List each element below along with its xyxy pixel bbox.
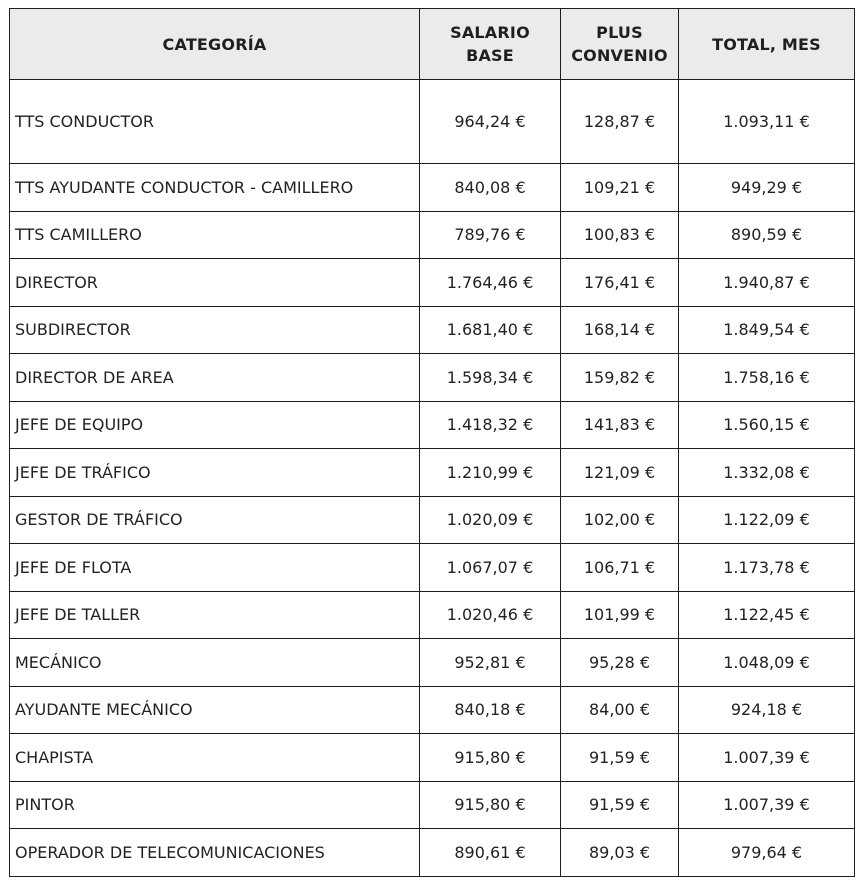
plus-convenio-cell: 101,99 €	[561, 591, 679, 639]
base-salary-cell: 840,08 €	[420, 164, 561, 212]
table-row	[10, 259, 855, 307]
base-salary-cell: 1.418,32 €	[420, 401, 561, 449]
header-total-month	[679, 9, 855, 80]
base-salary-cell: 915,80 €	[420, 734, 561, 782]
plus-convenio-cell: 159,82 €	[561, 354, 679, 402]
category-cell: DIRECTOR	[10, 259, 420, 307]
base-salary-cell: 915,80 €	[420, 781, 561, 829]
category-cell: TTS CAMILLERO	[10, 211, 420, 259]
plus-convenio-cell: 121,09 €	[561, 449, 679, 497]
plus-convenio-cell: 91,59 €	[561, 781, 679, 829]
header-base-salary-line2: BASE	[466, 46, 514, 65]
table-row	[10, 496, 855, 544]
category-cell: MECÁNICO	[10, 639, 420, 687]
category-cell: DIRECTOR DE AREA	[10, 354, 420, 402]
table-row	[10, 544, 855, 592]
table-row	[10, 734, 855, 782]
base-salary-cell: 1.067,07 €	[420, 544, 561, 592]
base-salary-cell: 1.210,99 €	[420, 449, 561, 497]
plus-convenio-cell: 91,59 €	[561, 734, 679, 782]
category-cell: OPERADOR DE TELECOMUNICACIONES	[10, 829, 420, 877]
header-plus-line1: PLUS	[596, 23, 643, 42]
total-month-cell: 924,18 €	[679, 686, 855, 734]
total-month-cell: 979,64 €	[679, 829, 855, 877]
salary-table-container	[9, 8, 855, 877]
plus-convenio-cell: 106,71 €	[561, 544, 679, 592]
header-plus-convenio	[561, 9, 679, 80]
table-row	[10, 354, 855, 402]
total-month-cell: 1.560,15 €	[679, 401, 855, 449]
base-salary-cell: 1.681,40 €	[420, 306, 561, 354]
total-month-cell: 1.048,09 €	[679, 639, 855, 687]
base-salary-cell: 1.020,09 €	[420, 496, 561, 544]
category-cell: JEFE DE FLOTA	[10, 544, 420, 592]
base-salary-cell: 1.764,46 €	[420, 259, 561, 307]
plus-convenio-cell: 102,00 €	[561, 496, 679, 544]
table-row	[10, 591, 855, 639]
total-month-cell: 1.849,54 €	[679, 306, 855, 354]
header-base-salary	[420, 9, 561, 80]
table-row	[10, 449, 855, 497]
base-salary-cell: 840,18 €	[420, 686, 561, 734]
category-cell: JEFE DE EQUIPO	[10, 401, 420, 449]
base-salary-cell: 789,76 €	[420, 211, 561, 259]
table-row	[10, 829, 855, 877]
header-category	[10, 9, 420, 80]
plus-convenio-cell: 141,83 €	[561, 401, 679, 449]
header-row	[10, 9, 855, 80]
header-category-label: CATEGORÍA	[162, 34, 267, 54]
category-cell: JEFE DE TALLER	[10, 591, 420, 639]
total-month-cell: 1.093,11 €	[679, 80, 855, 164]
table-row	[10, 211, 855, 259]
plus-convenio-cell: 95,28 €	[561, 639, 679, 687]
total-month-cell: 949,29 €	[679, 164, 855, 212]
total-month-cell: 1.332,08 €	[679, 449, 855, 497]
header-total-label: TOTAL, MES	[712, 34, 821, 54]
base-salary-cell: 964,24 €	[420, 80, 561, 164]
category-cell: GESTOR DE TRÁFICO	[10, 496, 420, 544]
plus-convenio-cell: 100,83 €	[561, 211, 679, 259]
table-row	[10, 306, 855, 354]
category-cell: CHAPISTA	[10, 734, 420, 782]
category-cell: JEFE DE TRÁFICO	[10, 449, 420, 497]
total-month-cell: 1.122,09 €	[679, 496, 855, 544]
base-salary-cell: 1.020,46 €	[420, 591, 561, 639]
total-month-cell: 1.173,78 €	[679, 544, 855, 592]
total-month-cell: 1.758,16 €	[679, 354, 855, 402]
category-cell: TTS AYUDANTE CONDUCTOR - CAMILLERO	[10, 164, 420, 212]
table-row	[10, 164, 855, 212]
plus-convenio-cell: 109,21 €	[561, 164, 679, 212]
total-month-cell: 1.007,39 €	[679, 781, 855, 829]
total-month-cell: 1.122,45 €	[679, 591, 855, 639]
category-cell: AYUDANTE MECÁNICO	[10, 686, 420, 734]
table-body	[10, 80, 855, 877]
plus-convenio-cell: 176,41 €	[561, 259, 679, 307]
table-header	[10, 9, 855, 80]
table-row	[10, 686, 855, 734]
table-row	[10, 401, 855, 449]
base-salary-cell: 1.598,34 €	[420, 354, 561, 402]
total-month-cell: 1.940,87 €	[679, 259, 855, 307]
base-salary-cell: 952,81 €	[420, 639, 561, 687]
plus-convenio-cell: 89,03 €	[561, 829, 679, 877]
total-month-cell: 890,59 €	[679, 211, 855, 259]
category-cell: TTS CONDUCTOR	[10, 80, 420, 164]
table-row	[10, 639, 855, 687]
plus-convenio-cell: 84,00 €	[561, 686, 679, 734]
category-cell: PINTOR	[10, 781, 420, 829]
header-plus-line2: CONVENIO	[571, 46, 668, 65]
table-row	[10, 80, 855, 164]
category-cell: SUBDIRECTOR	[10, 306, 420, 354]
base-salary-cell: 890,61 €	[420, 829, 561, 877]
salary-table	[9, 8, 855, 877]
total-month-cell: 1.007,39 €	[679, 734, 855, 782]
plus-convenio-cell: 168,14 €	[561, 306, 679, 354]
plus-convenio-cell: 128,87 €	[561, 80, 679, 164]
header-base-salary-line1: SALARIO	[450, 23, 530, 42]
table-row	[10, 781, 855, 829]
